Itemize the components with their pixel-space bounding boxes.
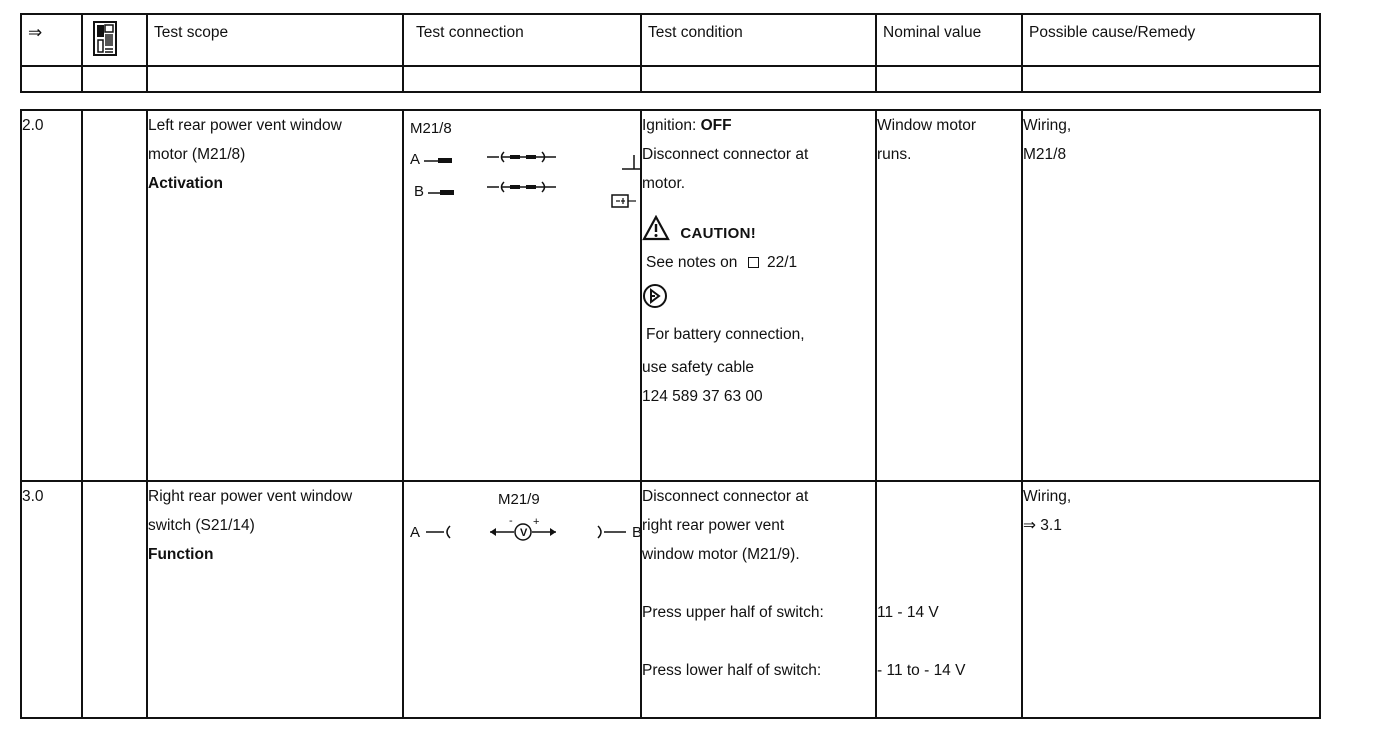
tester-cell <box>82 481 147 718</box>
header-tester-cell <box>82 14 147 66</box>
connection-diagram <box>404 111 642 221</box>
test-scope: Right rear power vent window switch (S21/14) Function <box>147 481 403 718</box>
book-icon <box>748 257 759 268</box>
possible-cause: Wiring, ⇒ 3.1 <box>1022 481 1320 718</box>
step-number: 3.0 <box>21 481 82 718</box>
header-connection: Test connection <box>403 14 641 66</box>
tester-icon <box>93 21 119 57</box>
header-nominal: Nominal value <box>876 14 1022 66</box>
voltmeter-diagram <box>404 482 642 562</box>
test-connection: M21/8 A B <box>403 110 641 481</box>
table-row <box>21 110 1320 481</box>
header-scope: Test scope <box>147 14 403 66</box>
nominal-value: 11 - 14 V - 11 to - 14 V <box>876 481 1022 718</box>
header-arrow: ⇒ <box>21 14 82 66</box>
test-condition: Disconnect connector at right rear power vent window motor (M21/9). Press upper half of switch: Press lower half of switch: <box>641 481 876 718</box>
header-table <box>20 13 1321 93</box>
test-table <box>20 109 1321 719</box>
svg-text:+: + <box>533 516 540 528</box>
svg-text:-: - <box>509 515 513 527</box>
test-connection: M21/9 A B V - + <box>403 481 641 718</box>
header-condition: Test condition <box>641 14 876 66</box>
step-number: 2.0 <box>21 110 82 481</box>
possible-cause: Wiring, M21/8 <box>1022 110 1320 481</box>
caution-label: CAUTION! <box>680 225 757 242</box>
note-icon <box>642 283 668 309</box>
test-scope: Left rear power vent window motor (M21/8) Activation <box>147 110 403 481</box>
svg-text:V: V <box>520 527 528 539</box>
test-condition: Ignition: OFF Disconnect connector at motor. CAUTION! See notes on 22/1 For battery connection, use safety cable 124 589 37 63 00 <box>641 110 876 481</box>
warning-triangle-icon <box>642 215 670 241</box>
header-remedy: Possible cause/Remedy <box>1022 14 1320 66</box>
table-row <box>21 481 1320 718</box>
nominal-value: Window motor runs. <box>876 110 1022 481</box>
tester-cell <box>82 110 147 481</box>
